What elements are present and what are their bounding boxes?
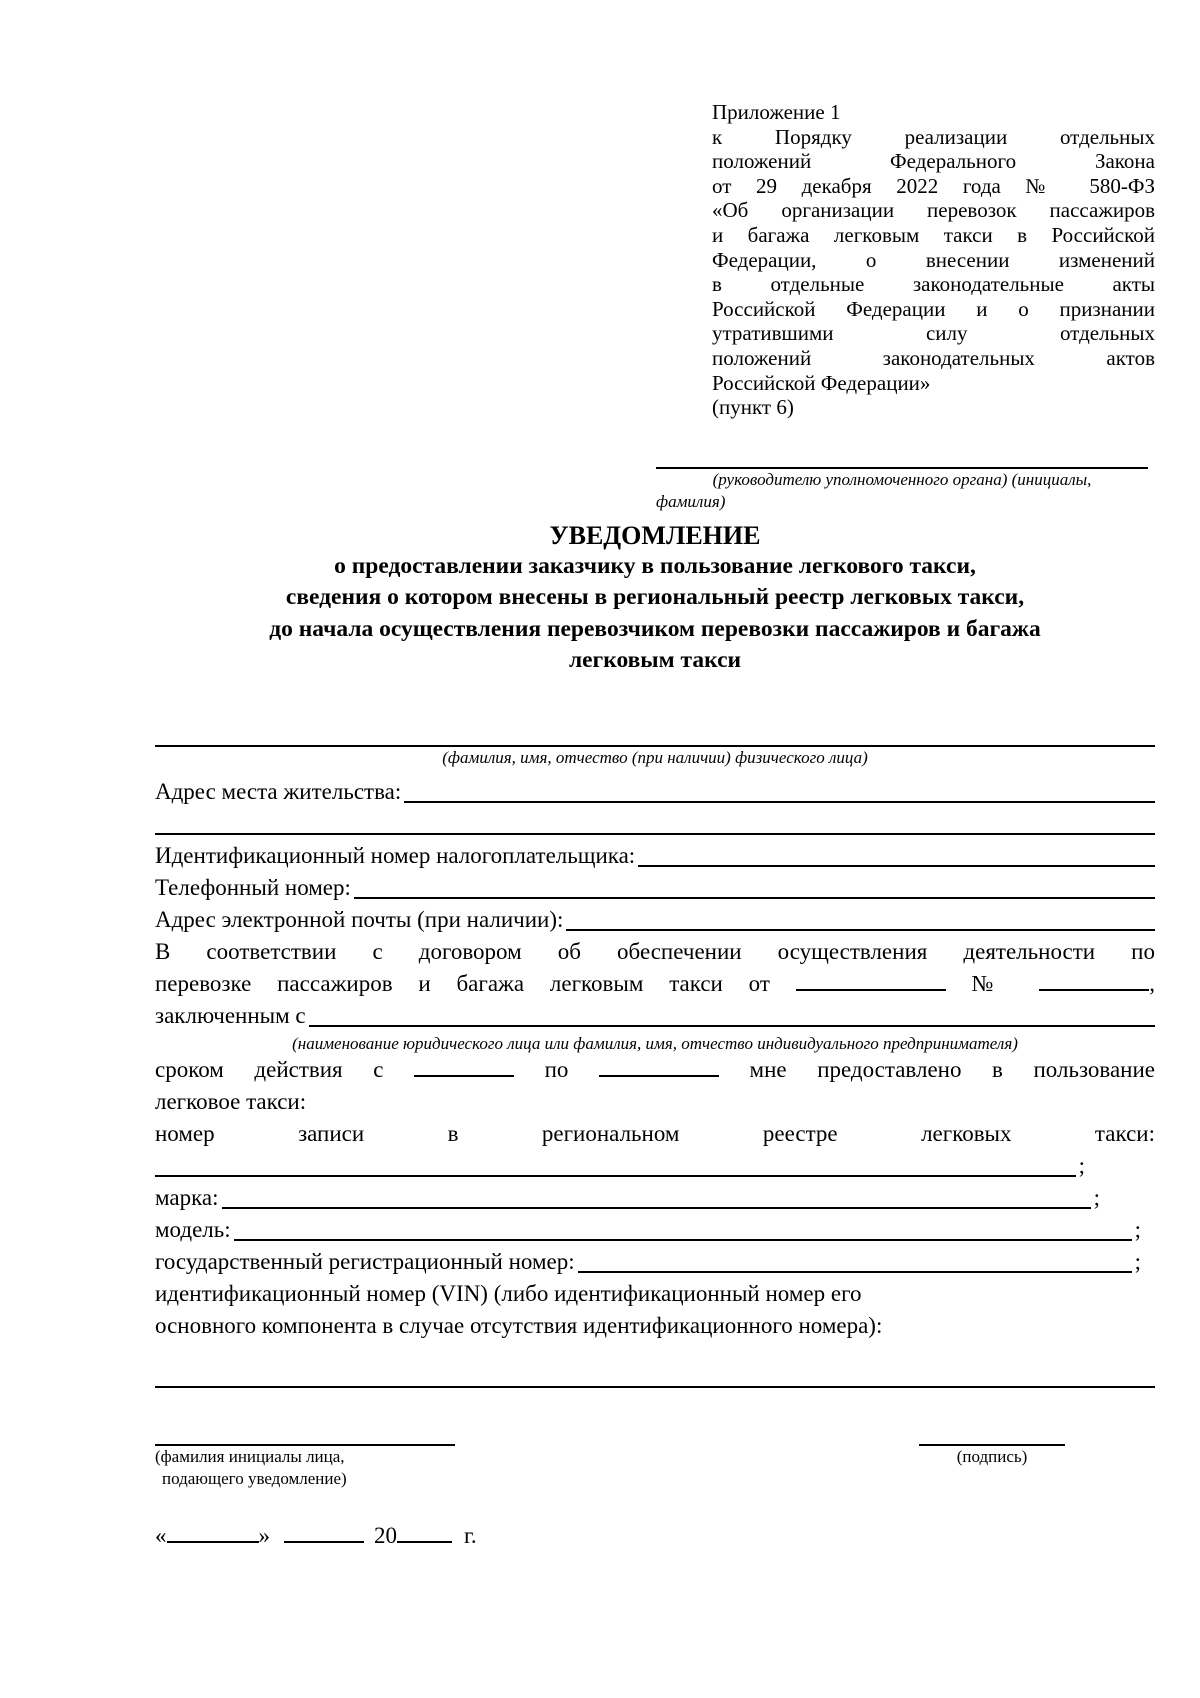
- model-row: [155, 1214, 1155, 1246]
- term-end-field[interactable]: [599, 1074, 719, 1077]
- entity-caption: (наименование юридического лица или фамилия, имя, отчество индивидуального предпринимателя): [292, 1033, 1018, 1053]
- model-label: модель:: [155, 1216, 231, 1242]
- contract-party-row: [155, 1000, 1155, 1032]
- taxi-label: легковое такси:: [155, 1088, 307, 1114]
- phone-label: Телефонный номер:: [155, 874, 351, 900]
- inn-field-line[interactable]: [638, 865, 1155, 867]
- term-row: [155, 1054, 1155, 1086]
- appendix-line: (пункт 6): [712, 395, 794, 420]
- appendix-line: и багажа легковым такси в Российской: [712, 222, 1155, 247]
- contract-number-field[interactable]: [1039, 988, 1149, 991]
- registry-semicolon: ;: [1078, 1152, 1085, 1178]
- address-row-2: [155, 808, 1155, 840]
- signature-sign-column: [919, 1444, 1065, 1490]
- registry-label-row: номер записи в региональном реестре легковых такси:: [155, 1120, 1155, 1146]
- plate-semicolon: ;: [1134, 1248, 1141, 1274]
- date-day-field[interactable]: [167, 1540, 259, 1543]
- plate-field-line[interactable]: [578, 1271, 1132, 1273]
- model-semicolon: ;: [1134, 1216, 1141, 1242]
- appendix-line: Российской Федерации и о признании: [712, 296, 1155, 321]
- contract-number-sign: №: [971, 970, 1014, 996]
- signature-block: [155, 1444, 1155, 1490]
- inn-label: Идентификационный номер налогоплательщика:: [155, 842, 636, 868]
- contract-line2-text: перевозке пассажиров и багажа легковым такси от: [155, 970, 770, 996]
- addressee-block: [656, 467, 1148, 513]
- title-line: легковым такси: [568, 647, 742, 674]
- date-month-field[interactable]: [284, 1540, 364, 1543]
- vin-paragraph-line-1: идентификационный номер (VIN) (либо идентификационный номер его: [155, 1280, 862, 1306]
- brand-row: [155, 1182, 1155, 1214]
- date-year-suffix: г.: [464, 1522, 477, 1548]
- contract-paragraph-line-1: В соответствии с договором об обеспечении осуществления деятельности по: [155, 938, 1155, 964]
- phone-row: [155, 872, 1155, 904]
- signature-name-caption: [155, 1446, 455, 1490]
- appendix-line: положений Федерального Закона: [712, 149, 1155, 174]
- address-row: [155, 776, 1155, 808]
- signature-name-caption-line: (фамилия инициалы лица,: [155, 1446, 345, 1466]
- title-line: до начала осуществления перевозчиком перевозки пассажиров и багажа: [269, 615, 1041, 642]
- title-line: сведения о котором внесены в региональный реестр легковых такси,: [285, 584, 1025, 611]
- document-title: [155, 521, 1155, 677]
- term-start-field[interactable]: [414, 1074, 514, 1077]
- appendix-line: в отдельные законодательные акты: [712, 272, 1155, 297]
- contract-party-field-line[interactable]: [309, 1025, 1155, 1027]
- signature-sign-caption: (подпись): [956, 1446, 1028, 1466]
- addressee-caption-line: (руководителю уполномоченного органа) (инициалы,: [712, 469, 1092, 489]
- brand-field-line[interactable]: [222, 1207, 1091, 1209]
- address-label: Адрес места жительства:: [155, 778, 402, 804]
- plate-row: [155, 1246, 1155, 1278]
- signature-name-caption-line: подающего уведомление): [162, 1468, 347, 1488]
- date-year-prefix: 20: [374, 1522, 397, 1548]
- brand-label: марка:: [155, 1184, 219, 1210]
- date-year-field[interactable]: [397, 1540, 452, 1543]
- contract-date-field[interactable]: [796, 988, 946, 991]
- date-open-quote: «: [155, 1522, 167, 1548]
- title-line: о предоставлении заказчику в пользование легкового такси,: [334, 552, 976, 579]
- contract-paragraph-line-2: [155, 968, 1155, 1000]
- email-label: Адрес электронной почты (при наличии):: [155, 906, 564, 932]
- addressee-caption-line: фамилия): [656, 491, 726, 511]
- appendix-line: Федерации, о внесении изменений: [712, 247, 1155, 272]
- term-text-post: мне предоставлено в пользование: [749, 1056, 1156, 1082]
- form-body: [155, 776, 1155, 1552]
- date-row: [155, 1520, 1155, 1552]
- appendix-line: «Об организации перевозок пассажиров: [712, 198, 1155, 223]
- appendix-line: Российской Федерации»: [712, 370, 931, 395]
- applicant-name-caption: (фамилия, имя, отчество (при наличии) физического лица): [442, 747, 868, 767]
- contract-party-label: заключенным с: [155, 1002, 306, 1028]
- signature-name-column: [155, 1444, 455, 1490]
- date-close-quote: »: [258, 1522, 270, 1548]
- vin-field-line[interactable]: [155, 1386, 1155, 1388]
- appendix-line: утратившими силу отдельных: [712, 321, 1155, 346]
- phone-field-line[interactable]: [354, 897, 1155, 899]
- brand-semicolon: ;: [1093, 1184, 1100, 1210]
- appendix-line: от 29 декабря 2022 года № 580-ФЗ: [712, 173, 1155, 198]
- appendix-reference-block: [712, 100, 1155, 420]
- address-field-line-2[interactable]: [155, 833, 1155, 835]
- address-field-line[interactable]: [404, 801, 1155, 803]
- registry-number-row: [155, 1150, 1155, 1182]
- registry-number-field-line[interactable]: [155, 1175, 1076, 1177]
- appendix-line: к Порядку реализации отдельных: [712, 124, 1155, 149]
- title-heading: УВЕДОМЛЕНИЕ: [549, 520, 761, 550]
- email-field-line[interactable]: [566, 929, 1155, 931]
- inn-row: [155, 840, 1155, 872]
- email-row: [155, 904, 1155, 936]
- term-text-pre: сроком действия с: [155, 1056, 384, 1082]
- term-text-mid: по: [544, 1056, 569, 1082]
- contract-comma: ,: [1149, 970, 1156, 996]
- model-field-line[interactable]: [234, 1239, 1132, 1241]
- addressee-caption: [656, 469, 1148, 513]
- appendix-line: Приложение 1: [712, 100, 841, 124]
- plate-label: государственный регистрационный номер:: [155, 1248, 575, 1274]
- vin-paragraph-line-2: основного компонента в случае отсутствия идентификационного номера):: [155, 1312, 883, 1338]
- appendix-line: положений законодательных актов: [712, 345, 1155, 370]
